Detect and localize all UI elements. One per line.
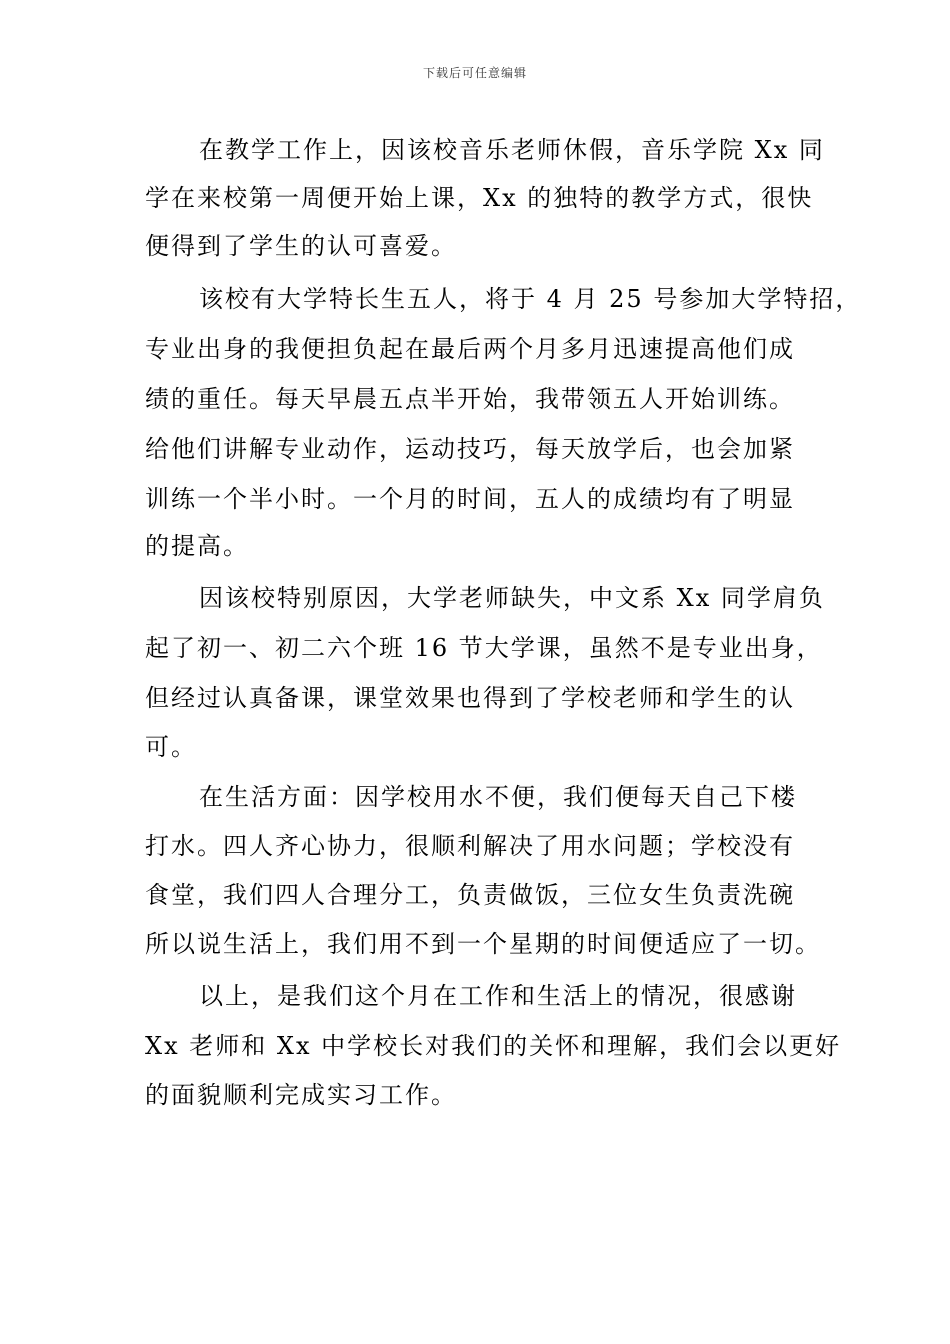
text-line: 训练一个半小时。一个月的时间，五人的成绩均有了明显 xyxy=(145,485,795,513)
text-line: 在生活方面：因学校用水不便，我们便每天自己下楼 xyxy=(199,783,797,811)
text-line: 给他们讲解专业动作，运动技巧，每天放学后，也会加紧 xyxy=(145,435,795,463)
text-line: 起了初一、初二六个班 16 节大学课，虽然不是专业出身， xyxy=(145,634,823,662)
text-line: 专业出身的我便担负起在最后两个月多月迅速提高他们成 xyxy=(145,335,795,363)
text-line: Xx 老师和 Xx 中学校长对我们的关怀和理解，我们会以更好 xyxy=(145,1032,842,1060)
page-header: 下载后可任意编辑 xyxy=(422,66,527,80)
text-line: 打水。四人齐心协力，很顺利解决了用水问题；学校没有 xyxy=(145,832,795,860)
text-line: 食堂，我们四人合理分工，负责做饭，三位女生负责洗碗 xyxy=(145,881,795,909)
text-line: 可。 xyxy=(145,733,197,761)
text-line: 该校有大学特长生五人，将于 4 月 25 号参加大学特招， xyxy=(199,285,862,313)
text-line: 但经过认真备课，课堂效果也得到了学校老师和学生的认 xyxy=(145,684,795,712)
text-line: 的面貌顺利完成实习工作。 xyxy=(145,1081,457,1109)
text-line: 的提高。 xyxy=(145,532,249,560)
text-line: 所以说生活上，我们用不到一个星期的时间便适应了一切。 xyxy=(145,930,821,958)
text-line: 在教学工作上，因该校音乐老师休假，音乐学院 Xx 同 xyxy=(199,136,825,164)
text-line: 绩的重任。每天早晨五点半开始，我带领五人开始训练。 xyxy=(145,385,795,413)
text-line: 便得到了学生的认可喜爱。 xyxy=(145,232,457,260)
text-line: 因该校特别原因，大学老师缺失，中文系 Xx 同学肩负 xyxy=(199,584,825,612)
text-line: 以上，是我们这个月在工作和生活上的情况，很感谢 xyxy=(199,982,797,1010)
text-line: 学在来校第一周便开始上课，Xx 的独特的教学方式，很快 xyxy=(145,184,814,212)
